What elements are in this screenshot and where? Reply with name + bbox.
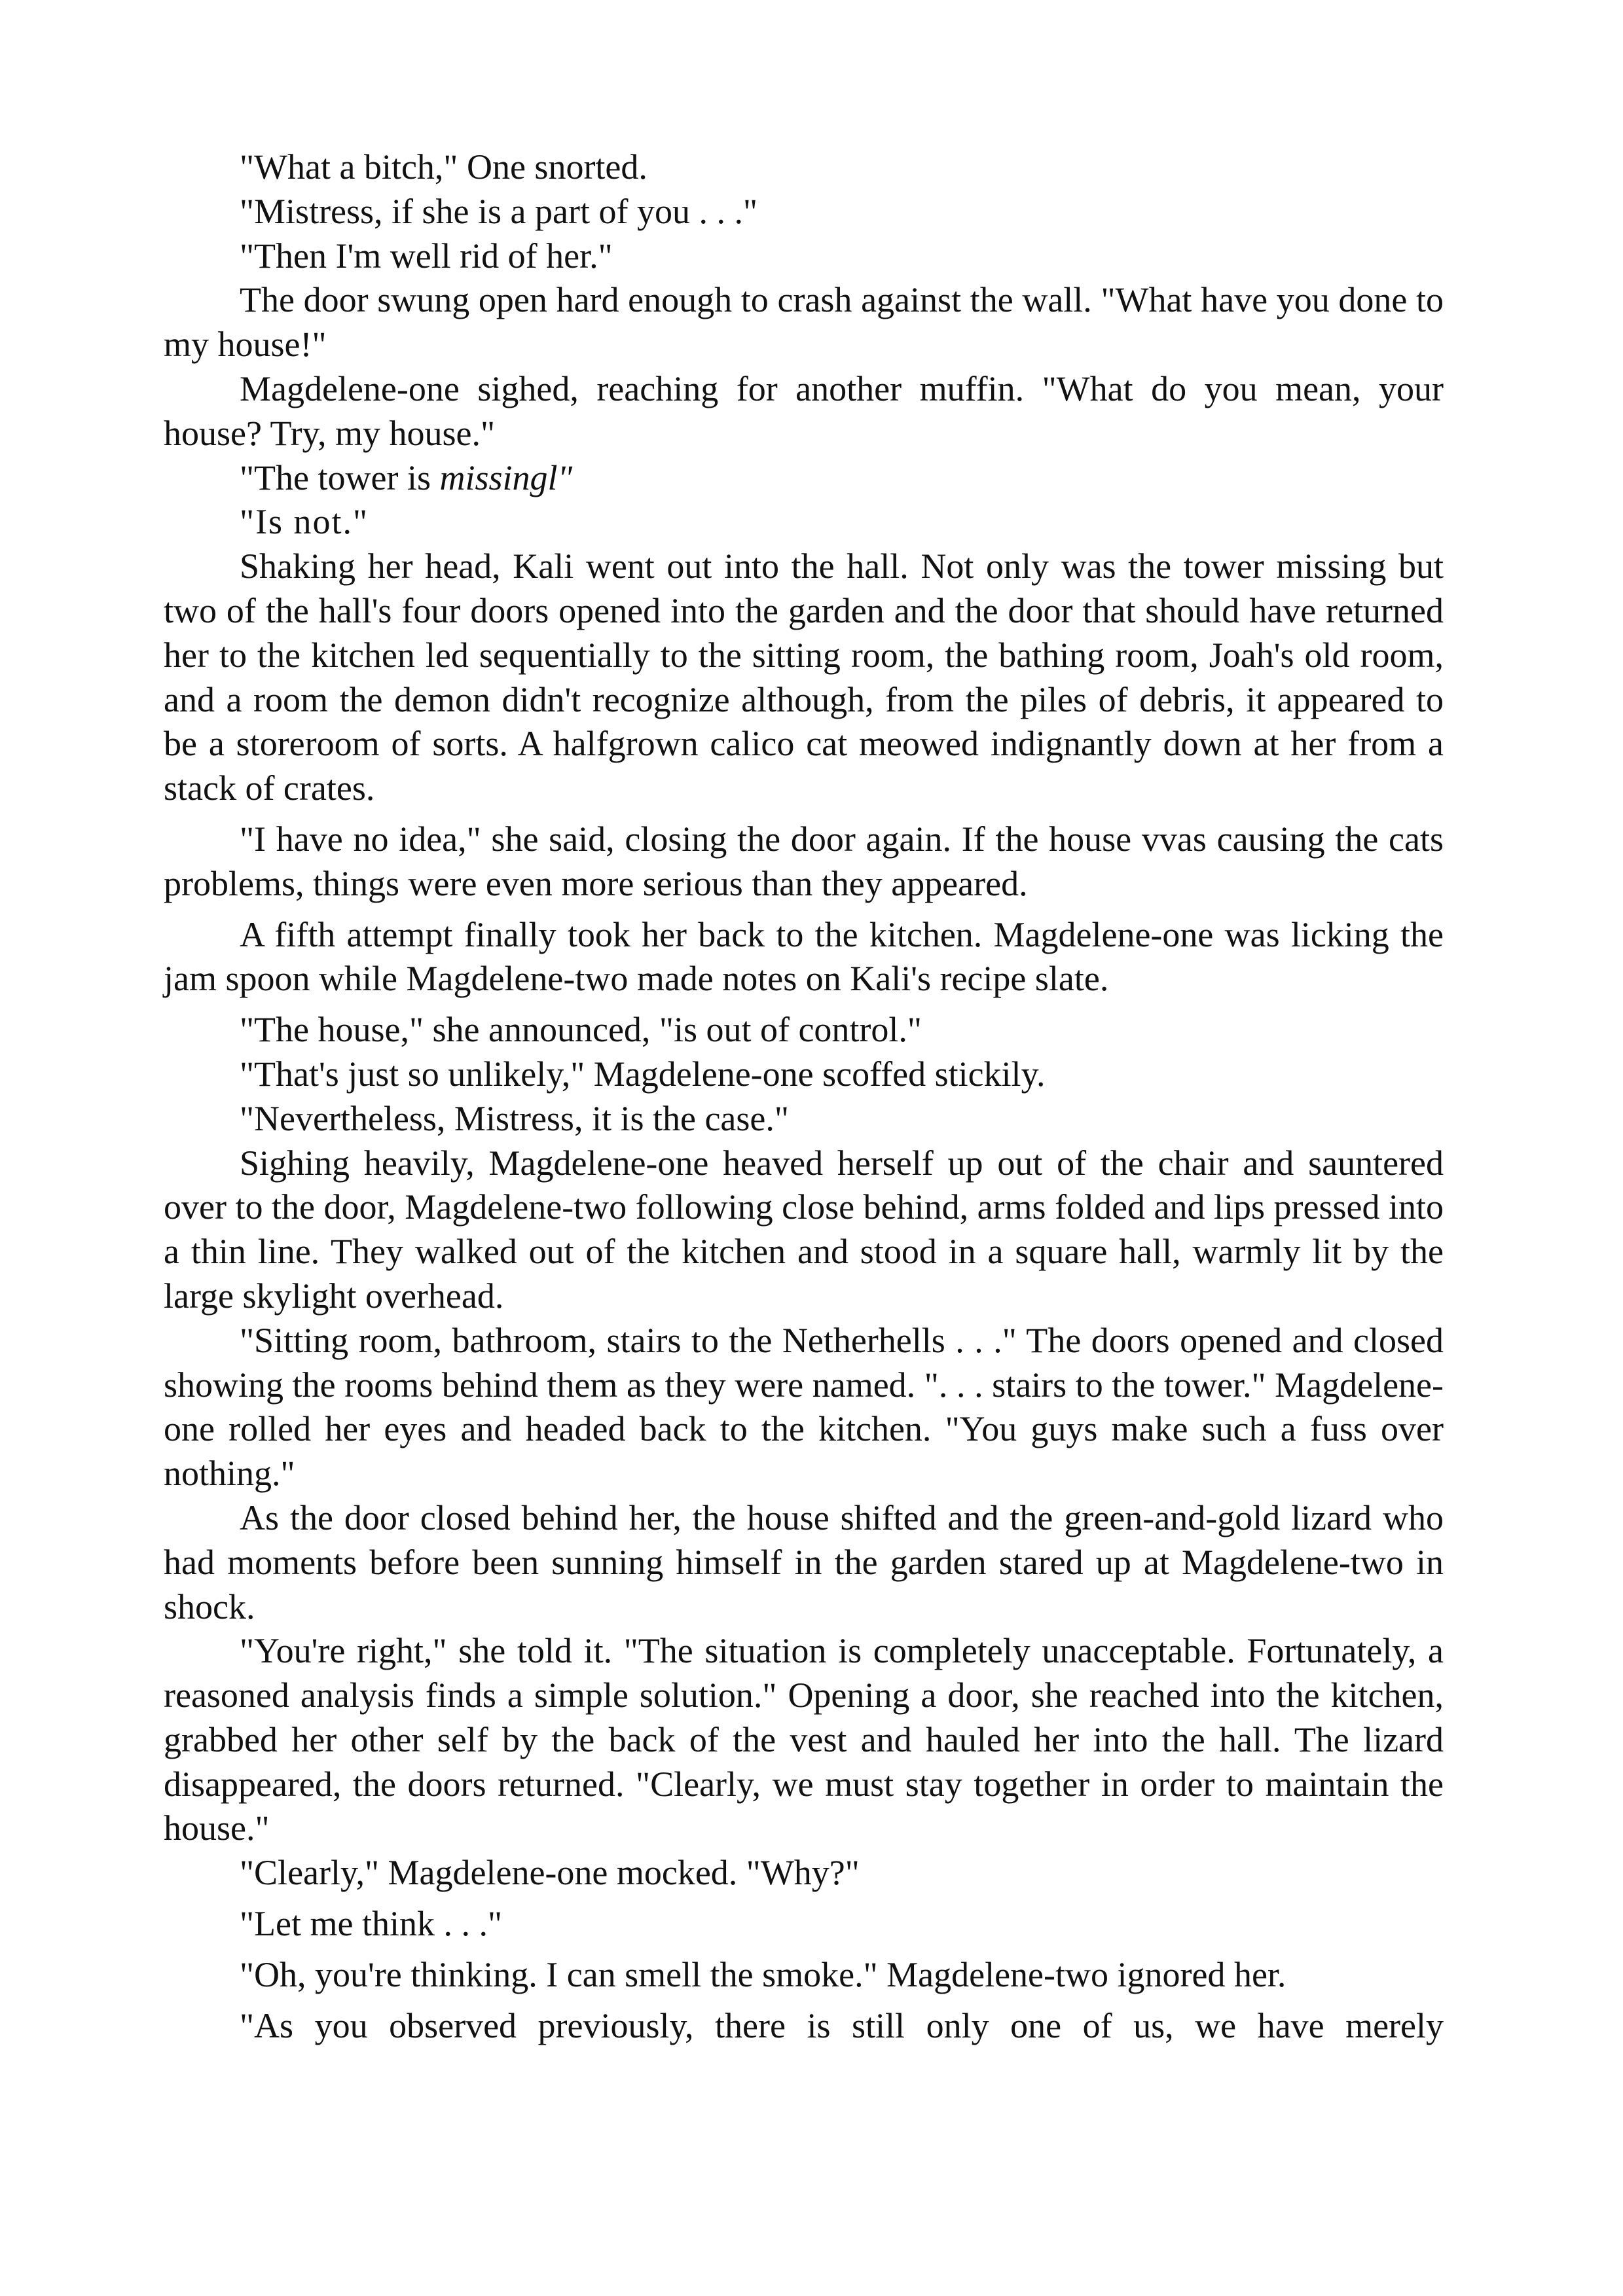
paragraph-14: Sighing heavily, Magdelene-one heaved herself up out of the chair and sauntered over to the door, Magdelene-two following close behind, arms folded and lips pressed into a thin line. They walked out of the kitchen and stood in a square hall, warmly lit by the large skylight overhead. bbox=[164, 1143, 1444, 1316]
paragraph-7: "Is not." bbox=[240, 502, 369, 542]
paragraph-3: "Then I'm well rid of her." bbox=[240, 236, 613, 276]
paragraph-18: "Clearly," Magdelene-one mocked. "Why?" bbox=[240, 1853, 860, 1893]
paragraph-2: "Mistress, if she is a part of you . . ." bbox=[240, 191, 757, 231]
paragraph-9: "I have no idea," she said, closing the door again. If the house vvas causing the cats problems, things were even more serious than they appeared. bbox=[164, 819, 1444, 903]
paragraph-16: As the door closed behind her, the house shifted and the green-and-gold lizard who had moments before been sunning himself in the garden stared up at Magdelene-two in shock. bbox=[164, 1498, 1444, 1626]
paragraph-4: The door swung open hard enough to crash against the wall. "What have you done to my house!" bbox=[164, 280, 1444, 365]
paragraph-20: "Oh, you're thinking. I can smell the smoke." Magdelene-two ignored her. bbox=[240, 1954, 1286, 1994]
paragraph-6-italic-text: missingl" bbox=[439, 457, 573, 497]
paragraph-11: "The house," she announced, "is out of control." bbox=[240, 1010, 922, 1050]
paragraph-15: "Sitting room, bathroom, stairs to the Netherhells . . ." The doors opened and closed showing the rooms behind them as they were named. ". . . stairs to the tower." Magdelene-one rolled her eyes and headed back to the kitchen. "You guys make such a fuss over nothing." bbox=[164, 1320, 1444, 1494]
paragraph-17: "You're right," she told it. "The situation is completely unacceptable. Fortunately, a reasoned analysis finds a simple solution." Opening a door, she reached into the kitchen, grabbed her other self by the back of the vest and hauled her into the hall. The lizard disappeared, the doors returned. "Clearly, we must stay together in order to maintain the house." bbox=[164, 1631, 1444, 1848]
paragraph-1: "What a bitch," One snorted. bbox=[240, 147, 647, 187]
paragraph-13: "Nevertheless, Mistress, it is the case." bbox=[240, 1098, 789, 1138]
body-text bbox=[164, 145, 1444, 2048]
paragraph-21: "As you observed previously, there is still only one of us, we have merely bbox=[240, 2005, 1444, 2045]
paragraph-8: Shaking her head, Kali went out into the hall. Not only was the tower missing but two of the hall's four doors opened into the garden and the door that should have returned her to the kitchen led sequentially to the sitting room, the bathing room, Joah's old room, and a room the demon didn't recognize although, from the piles of debris, it appeared to be a storeroom of sorts. A halfgrown calico cat meowed indignantly down at her from a stack of crates. bbox=[164, 547, 1444, 808]
paragraph-12: "That's just so unlikely," Magdelene-one scoffed stickily. bbox=[240, 1054, 1046, 1094]
paragraph-6 bbox=[164, 456, 1444, 501]
paragraph-19: "Let me think . . ." bbox=[240, 1904, 503, 1944]
paragraph-6-text: "The tower is bbox=[240, 457, 440, 497]
paragraph-5: Magdelene-one sighed, reaching for another muffin. "What do you mean, your house? Try, my house." bbox=[164, 368, 1444, 453]
paragraph-10: A fifth attempt finally took her back to the kitchen. Magdelene-one was licking the jam spoon while Magdelene-two made notes on Kali's recipe slate. bbox=[164, 914, 1444, 999]
